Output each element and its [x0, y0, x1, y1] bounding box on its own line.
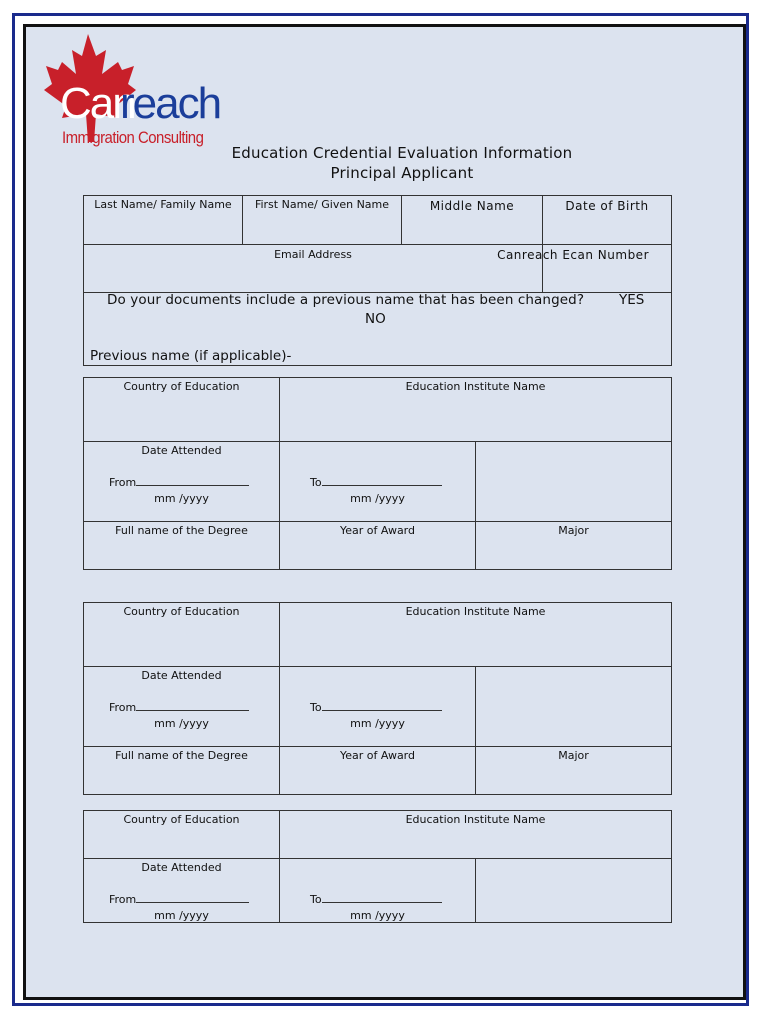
logo-brand-part1: Can	[60, 79, 135, 128]
last-name-field[interactable]	[84, 196, 243, 245]
date-attended-label: Date Attended	[141, 861, 222, 874]
country-of-education-label: Country of Education	[123, 605, 240, 618]
email-field[interactable]	[84, 245, 543, 293]
institute-name-field[interactable]	[280, 603, 672, 667]
year-of-award-field[interactable]	[280, 522, 476, 570]
from-label: From	[109, 893, 137, 906]
ecan-number-field[interactable]	[497, 245, 672, 293]
institute-name-label: Education Institute Name	[405, 380, 546, 393]
email-label: Email Address	[274, 248, 352, 261]
to-date-format: mm /yyyy	[350, 909, 405, 922]
date-extra-cell[interactable]	[476, 667, 672, 747]
from-date-format: mm /yyyy	[154, 909, 209, 922]
date-from-field[interactable]	[84, 667, 280, 747]
date-of-birth-field[interactable]	[543, 196, 672, 245]
canreach-logo	[40, 34, 221, 154]
from-label: From	[109, 701, 137, 714]
country-of-education-label: Country of Education	[123, 380, 240, 393]
date-extra-cell[interactable]	[476, 859, 672, 923]
from-date-line[interactable]	[136, 475, 249, 486]
major-field[interactable]	[476, 747, 672, 795]
previous-name-question: Do your documents include a previous name that has been changed?	[107, 292, 585, 308]
to-date-format: mm /yyyy	[350, 492, 405, 505]
date-to-field[interactable]	[280, 859, 476, 923]
applicant-info-table	[83, 195, 672, 366]
education-block-3	[83, 810, 672, 923]
from-date-format: mm /yyyy	[154, 492, 209, 505]
institute-name-field[interactable]	[280, 811, 672, 859]
to-date-line[interactable]	[322, 700, 442, 711]
degree-name-field[interactable]	[84, 747, 280, 795]
from-date-format: mm /yyyy	[154, 717, 209, 730]
date-from-field[interactable]	[84, 442, 280, 522]
date-to-field[interactable]	[280, 667, 476, 747]
country-of-education-field[interactable]	[84, 811, 280, 859]
to-date-format: mm /yyyy	[350, 717, 405, 730]
major-label: Major	[558, 524, 589, 537]
form-subtitle: Principal Applicant	[330, 164, 474, 182]
first-name-label: First Name/ Given Name	[254, 198, 390, 211]
to-date-line[interactable]	[322, 892, 442, 903]
date-attended-label: Date Attended	[141, 444, 222, 457]
last-name-label: Last Name/ Family Name	[94, 198, 232, 211]
major-label: Major	[558, 749, 589, 762]
education-block-2	[83, 602, 672, 795]
to-label: To	[310, 476, 322, 489]
year-of-award-label: Year of Award	[339, 749, 415, 762]
education-block-1	[83, 377, 672, 570]
middle-name-label: Middle Name	[429, 199, 515, 213]
ecan-number-label: Canreach Ecan Number	[497, 248, 649, 262]
country-of-education-field[interactable]	[84, 603, 280, 667]
first-name-field[interactable]	[243, 196, 402, 245]
institute-name-field[interactable]	[280, 378, 672, 442]
yes-option[interactable]: YES	[619, 292, 645, 308]
degree-name-label: Full name of the Degree	[115, 524, 248, 537]
date-of-birth-label: Date of Birth	[565, 199, 649, 213]
year-of-award-field[interactable]	[280, 747, 476, 795]
to-date-line[interactable]	[322, 475, 442, 486]
from-date-line[interactable]	[136, 892, 249, 903]
degree-name-label: Full name of the Degree	[115, 749, 248, 762]
major-field[interactable]	[476, 522, 672, 570]
date-extra-cell[interactable]	[476, 442, 672, 522]
degree-name-field[interactable]	[84, 522, 280, 570]
country-of-education-label: Country of Education	[123, 813, 240, 826]
middle-name-field[interactable]	[402, 196, 543, 245]
logo-tagline: Immigration Consulting	[62, 128, 204, 147]
institute-name-label: Education Institute Name	[405, 813, 546, 826]
year-of-award-label: Year of Award	[339, 524, 415, 537]
to-label: To	[310, 701, 322, 714]
form-title: Education Credential Evaluation Information	[231, 144, 573, 162]
to-label: To	[310, 893, 322, 906]
institute-name-label: Education Institute Name	[405, 605, 546, 618]
date-from-field[interactable]	[84, 859, 280, 923]
from-label: From	[109, 476, 137, 489]
from-date-line[interactable]	[136, 700, 249, 711]
date-to-field[interactable]	[280, 442, 476, 522]
previous-name-label: Previous name (if applicable)-	[90, 348, 292, 364]
no-option[interactable]: NO	[365, 311, 386, 327]
date-attended-label: Date Attended	[141, 669, 222, 682]
country-of-education-field[interactable]	[84, 378, 280, 442]
logo-brand-part2: reach	[120, 79, 221, 128]
